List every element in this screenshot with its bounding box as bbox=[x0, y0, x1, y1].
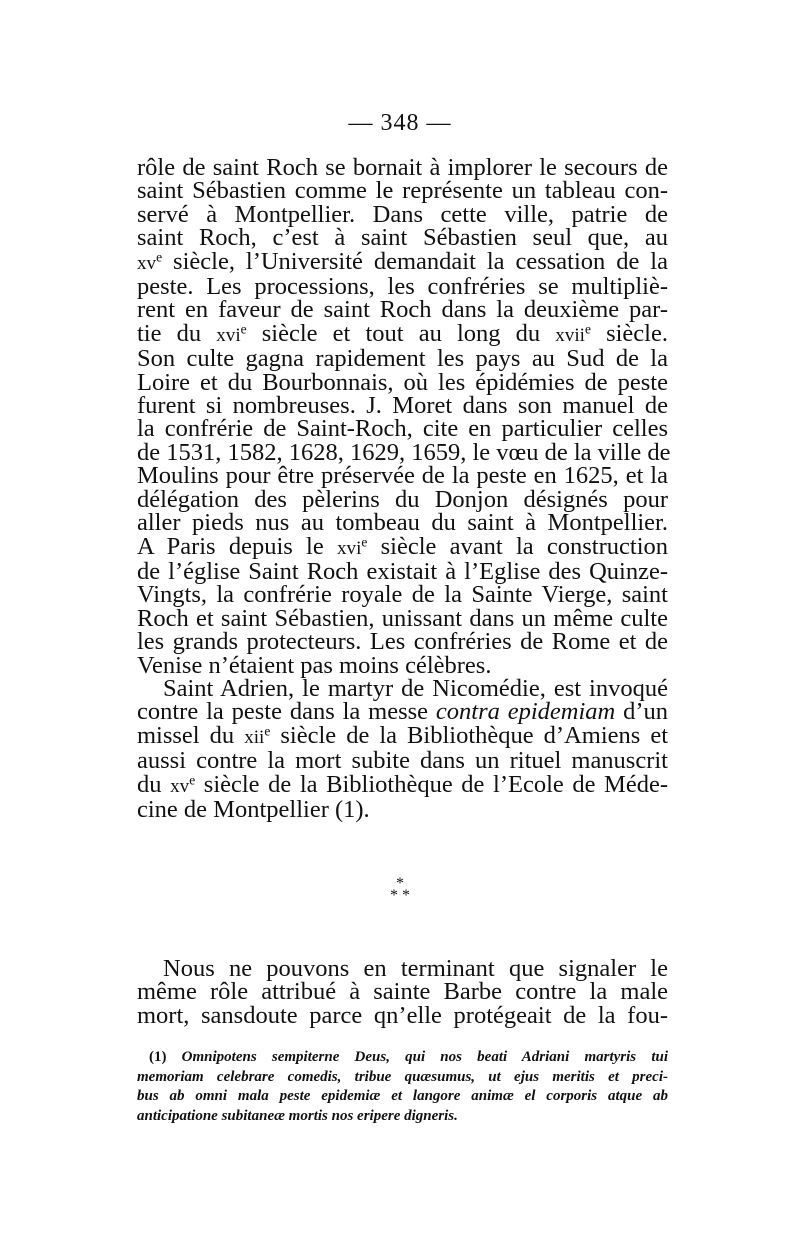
text-line bbox=[137, 438, 671, 466]
text-line bbox=[137, 462, 668, 490]
text-segment: anticipatione subitaneæ mortis nos eripere digneris. bbox=[137, 1107, 458, 1124]
text-line bbox=[137, 674, 668, 702]
text-segment: contre la peste dans la messe bbox=[137, 698, 436, 726]
superscript: e bbox=[189, 772, 196, 788]
text-segment: d’un bbox=[615, 698, 668, 726]
text-line bbox=[137, 1068, 668, 1088]
text-segment: mort, sansdoute parce qn’elle protégeait de la fou- bbox=[137, 1001, 668, 1029]
text-segment: memoriam celebrare comedis, tribue quæsumus, ut ejus meritis et preci- bbox=[137, 1068, 668, 1085]
text-line bbox=[137, 532, 668, 560]
text-line bbox=[137, 415, 668, 443]
text-segment: aussi contre la mort subite dans un rituel manuscrit bbox=[137, 747, 668, 775]
superscript: e bbox=[240, 321, 247, 337]
superscript: e bbox=[156, 249, 163, 265]
main-text bbox=[137, 154, 671, 823]
text-segment: peste. Les processions, les confréries se multipliè- bbox=[137, 273, 668, 301]
superscript: e bbox=[264, 723, 271, 739]
text-segment: de 1531, 1582, 1628, 1629, 1659, le vœu de la ville de bbox=[137, 438, 671, 466]
text-line bbox=[137, 177, 668, 205]
text-segment: missel du bbox=[137, 721, 245, 749]
text-line bbox=[137, 651, 668, 679]
text-segment: (1) bbox=[149, 1049, 182, 1065]
text-line bbox=[137, 345, 668, 373]
text-segment: Venise n’étaient pas moins célèbres. bbox=[137, 651, 492, 679]
superscript: e bbox=[361, 534, 368, 550]
text-line bbox=[137, 156, 668, 179]
page-number: — 348 — bbox=[348, 110, 452, 136]
text-segment: Son culte gagna rapidement les pays au Sud de la bbox=[137, 345, 668, 373]
text-line bbox=[137, 721, 668, 749]
text-segment: siècle, l’Université demandait la cessation de la bbox=[162, 247, 668, 275]
text-segment: xv bbox=[137, 252, 157, 274]
text-segment: même rôle attribué à sainte Barbe contre la male bbox=[137, 978, 668, 1006]
text-segment: Vingts, la confrérie royale de la Sainte Vierge, saint bbox=[137, 581, 668, 609]
text-line bbox=[137, 247, 668, 275]
separator-top-asterisk: * bbox=[396, 875, 404, 892]
text-segment: les grands protecteurs. Les confréries de Rome et de bbox=[137, 628, 668, 656]
text-segment: saint Roch, c’est à saint Sébastien seul que, au bbox=[137, 224, 668, 252]
text-line bbox=[137, 770, 668, 798]
text-segment: siècle et tout au long du bbox=[246, 319, 556, 347]
italic-text: contra epidemiam bbox=[435, 698, 616, 726]
text-line bbox=[137, 224, 668, 252]
text-segment: Omnipotens sempiterne Deus, qui nos beati Adriani martyris tui bbox=[181, 1049, 668, 1065]
text-line bbox=[137, 957, 668, 980]
text-segment: rent en faveur de saint Roch dans la deuxième par- bbox=[137, 296, 668, 324]
text-segment: siècle avant la construction bbox=[367, 532, 668, 560]
text-line bbox=[137, 319, 668, 347]
text-line bbox=[137, 392, 668, 420]
text-segment: de l’église Saint Roch existait à l’Eglise des Quinze- bbox=[137, 557, 668, 585]
text-segment: siècle de la Bibliothèque d’Amiens et bbox=[270, 721, 668, 749]
text-segment: tie du bbox=[137, 319, 217, 347]
text-segment: A Paris depuis le bbox=[137, 532, 337, 560]
text-segment: saint Sébastien comme le représente un tableau con- bbox=[137, 177, 668, 205]
text-line bbox=[137, 273, 668, 301]
text-segment: xv bbox=[170, 775, 190, 797]
text-segment: délégation des pèlerins du Donjon désignés pour bbox=[137, 485, 668, 513]
text-line bbox=[137, 978, 668, 1006]
superscript: e bbox=[584, 321, 591, 337]
text-segment: Nous ne pouvons en terminant que signaler le bbox=[163, 955, 668, 982]
text-line bbox=[137, 698, 668, 726]
text-segment: siècle. bbox=[590, 319, 668, 347]
text-line bbox=[137, 795, 668, 823]
text-segment: bus ab omni mala peste epidemiæ et langore animæ el corporis atque ab bbox=[137, 1088, 668, 1104]
text-line bbox=[137, 1107, 668, 1127]
text-segment: rôle de saint Roch se bornait à implorer le secours de bbox=[137, 154, 668, 181]
text-segment: aller pieds nus au tombeau du saint à Montpellier. bbox=[137, 509, 668, 537]
text-segment: xvii bbox=[555, 324, 585, 346]
text-line bbox=[137, 1001, 668, 1029]
text-line bbox=[137, 509, 668, 537]
text-line bbox=[137, 747, 668, 775]
footnote bbox=[137, 1048, 668, 1126]
section-separator bbox=[0, 875, 800, 904]
text-segment: xii bbox=[244, 726, 265, 748]
text-segment: servé à Montpellier. Dans cette ville, patrie de bbox=[137, 200, 668, 228]
text-line bbox=[137, 581, 668, 609]
text-segment: Saint Adrien, le martyr de Nicomédie, est invoqué bbox=[163, 674, 668, 702]
text-line bbox=[137, 200, 668, 228]
text-segment: furent si nombreuses. J. Moret dans son manuel de bbox=[137, 392, 668, 420]
text-segment: la confrérie de Saint-Roch, cite en particulier celles bbox=[137, 415, 668, 443]
text-line bbox=[137, 604, 668, 632]
text-segment: xvi bbox=[336, 537, 362, 559]
text-line bbox=[137, 1087, 668, 1107]
text-segment: siècle de la Bibliothèque de l’Ecole de Méde- bbox=[195, 770, 668, 798]
text-segment: Moulins pour être préservée de la peste en 1625, et la bbox=[137, 462, 668, 490]
text-line bbox=[137, 628, 668, 656]
text-segment: cine de Montpellier (1). bbox=[137, 795, 370, 823]
text-segment: Loire et du Bourbonnais, où les épidémies de peste bbox=[137, 368, 668, 396]
text-line bbox=[137, 485, 668, 513]
separator-bottom-asterisks: * * bbox=[390, 887, 410, 904]
text-segment: Roch et saint Sébastien, unissant dans un même culte bbox=[137, 604, 668, 632]
text-segment: du bbox=[137, 770, 171, 798]
text-segment: xvi bbox=[216, 324, 241, 346]
text-line bbox=[137, 368, 668, 396]
text-line bbox=[137, 296, 668, 324]
closing-paragraph bbox=[137, 957, 668, 1027]
text-line bbox=[137, 1048, 668, 1068]
text-line bbox=[137, 557, 668, 585]
